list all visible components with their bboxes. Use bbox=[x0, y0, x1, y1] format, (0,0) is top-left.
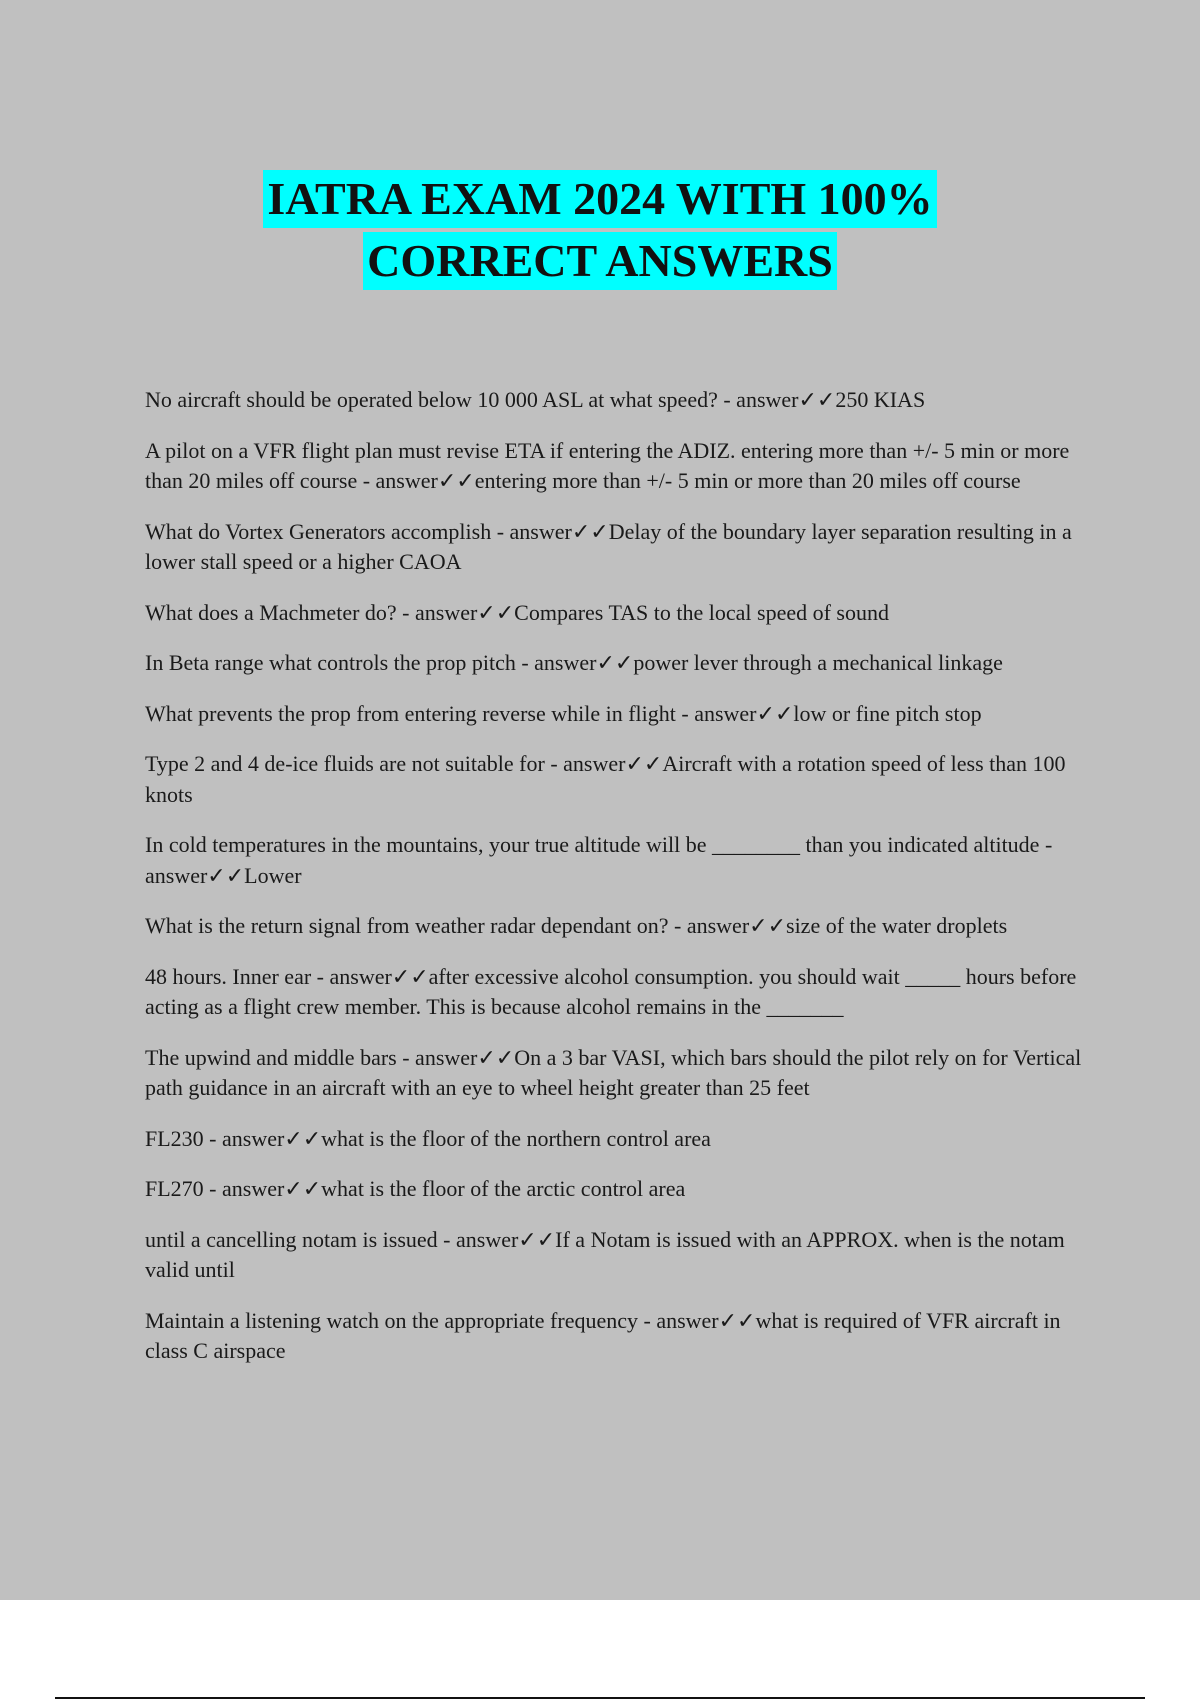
qa-item: What do Vortex Generators accomplish - answer✓✓Delay of the boundary layer separation resulting in a lower stall speed or a higher CAOA bbox=[145, 518, 1072, 574]
qa-item: The upwind and middle bars - answer✓✓On a 3 bar VASI, which bars should the pilot rely on for Vertical path guidance in an aircraft with an eye to wheel height greater than 25 feet bbox=[145, 1044, 1082, 1100]
qa-item: What is the return signal from weather radar dependant on? - answer✓✓size of the water droplets bbox=[145, 913, 1008, 938]
qa-item: FL230 - answer✓✓what is the floor of the northern control area bbox=[145, 1125, 711, 1151]
qa-item: FL270 - answer✓✓what is the floor of the arctic control area bbox=[145, 1176, 686, 1201]
qa-item: No aircraft should be operated below 10 000 ASL at what speed? - answer✓✓250 KIAS bbox=[145, 387, 926, 412]
footer-divider bbox=[55, 1697, 1145, 1699]
qa-item: What does a Machmeter do? - answer✓✓Compares TAS to the local speed of sound bbox=[145, 599, 889, 625]
title-line-1: IATRA EXAM 2024 WITH 100% bbox=[263, 170, 936, 228]
qa-item: 48 hours. Inner ear - answer✓✓after excessive alcohol consumption. you should wait _____ hours before acting as a flight crew member. This is because alcohol remains in the _______ bbox=[145, 963, 1077, 1019]
qa-item: until a cancelling notam is issued - answer✓✓If a Notam is issued with an APPROX. when is the notam valid until bbox=[145, 1226, 1065, 1282]
qa-item: Type 2 and 4 de-ice fluids are not suitable for - answer✓✓Aircraft with a rotation speed of less than 100 knots bbox=[145, 751, 1066, 807]
document-title bbox=[0, 170, 1200, 294]
qa-item: What prevents the prop from entering reverse while in flight - answer✓✓low or fine pitch stop bbox=[145, 700, 982, 726]
qa-item: In Beta range what controls the prop pitch - answer✓✓power lever through a mechanical linkage bbox=[145, 650, 1003, 675]
title-line-2: CORRECT ANSWERS bbox=[363, 232, 837, 290]
qa-item: A pilot on a VFR flight plan must revise ETA if entering the ADIZ. entering more than +/- 5 min or more than 20 miles off course - answer✓✓entering more than +/- 5 min or more than 20 miles off course bbox=[145, 437, 1070, 493]
qa-item: In cold temperatures in the mountains, your true altitude will be ________ than you indicated altitude - answer✓✓Lower bbox=[145, 832, 1053, 888]
qa-item: Maintain a listening watch on the appropriate frequency - answer✓✓what is required of VFR aircraft in class C airspace bbox=[145, 1307, 1061, 1363]
qa-list bbox=[145, 385, 1090, 1387]
